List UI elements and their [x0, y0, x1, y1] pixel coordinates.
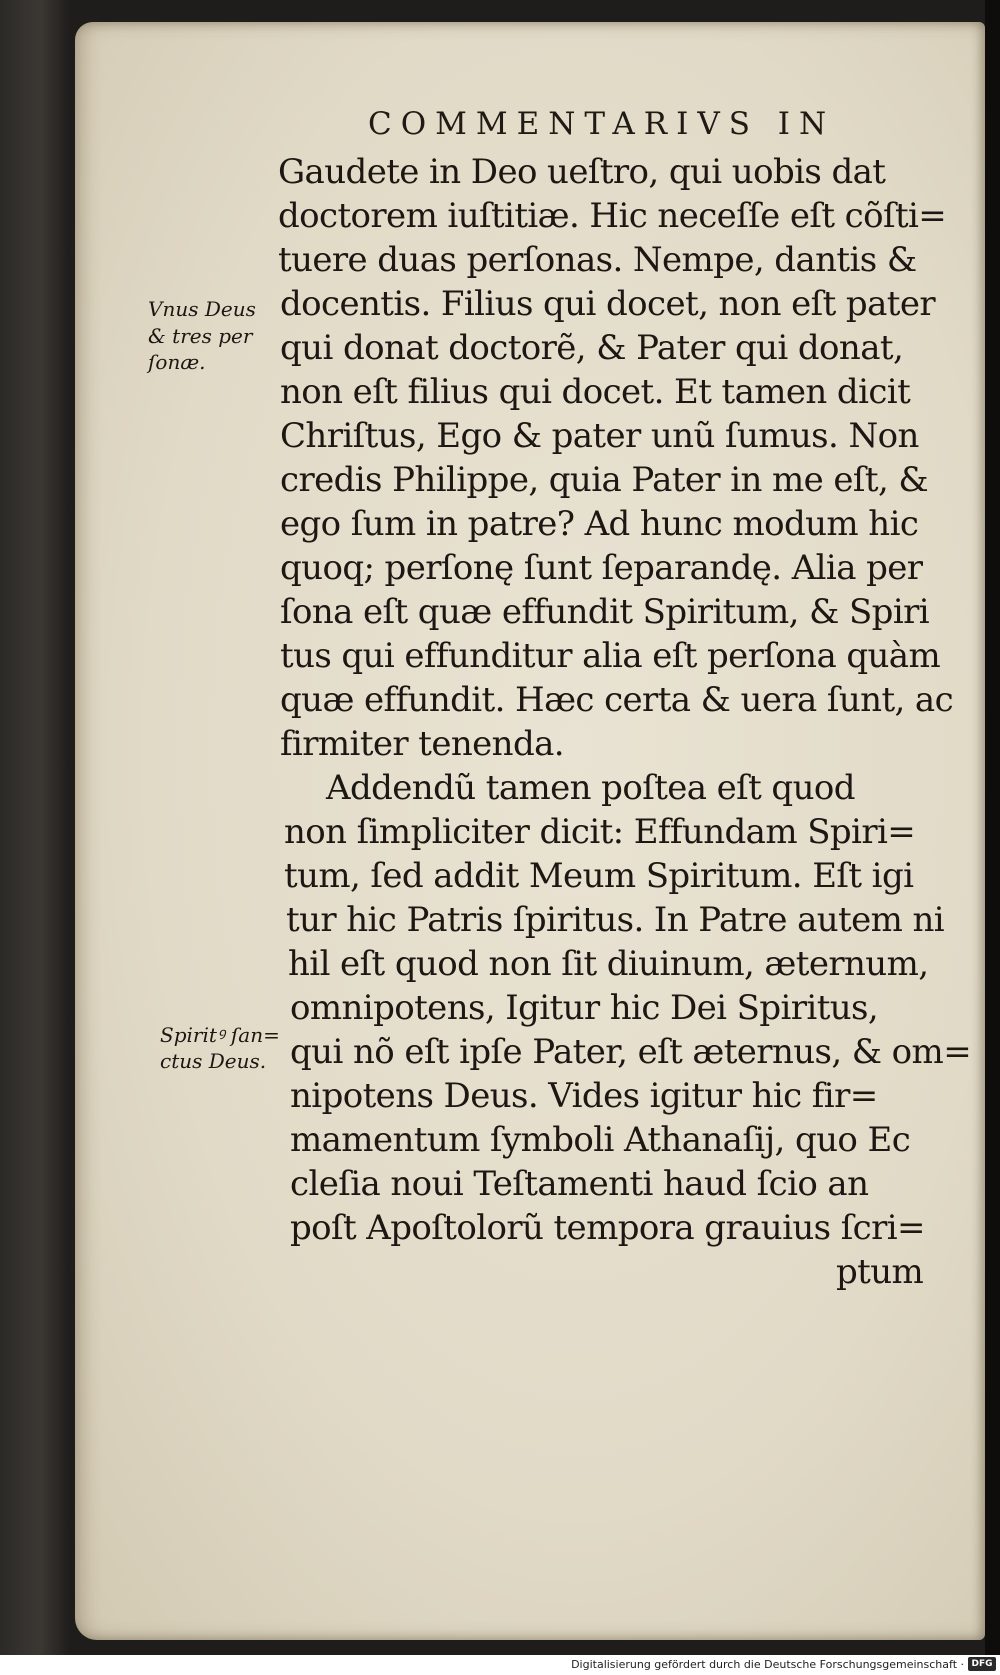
- text-line: tus qui effunditur alia eſt perſona quàm: [280, 636, 941, 676]
- text-line: tum, ſed addit Meum Spiritum. Eſt igi: [284, 856, 914, 896]
- text-line: tur hic Patris ſpiritus. In Patre autem ni: [286, 900, 945, 940]
- marginal-note-line: ſonæ.: [148, 350, 206, 374]
- footer-credit: Digitalisierung gefördert durch die Deutsche Forschungsgemeinschaft ·: [571, 1658, 964, 1671]
- text-line: credis Philippe, quia Pater in me eſt, &: [280, 460, 929, 500]
- text-line: qui nõ eſt ipſe Pater, eſt æternus, & om=: [290, 1032, 972, 1072]
- text-line: Addendũ tamen poſtea eſt quod: [326, 768, 855, 808]
- marginal-note-line: ctus Deus.: [160, 1049, 267, 1073]
- text-line: ſona eſt quæ effundit Spiritum, & Spiri: [280, 592, 930, 632]
- text-line: quæ effundit. Hæc certa & uera ſunt, ac: [280, 680, 954, 720]
- text-line: non eſt filius qui docet. Et tamen dicit: [280, 372, 911, 412]
- text-line: nipotens Deus. Vides igitur hic fir=: [290, 1076, 878, 1116]
- text-line: tuere duas perſonas. Nempe, dantis &: [278, 240, 917, 280]
- running-head: COMMENTARIVS IN: [368, 106, 836, 142]
- marginal-note-line: & tres per: [148, 324, 253, 348]
- text-line: firmiter tenenda.: [280, 724, 565, 764]
- text-line: non ſimpliciter dicit: Effundam Spiri=: [284, 812, 916, 852]
- text-line: Chriſtus, Ego & pater unũ ſumus. Non: [280, 416, 919, 456]
- dfg-logo: DFG: [968, 1657, 996, 1671]
- catchword: ptum: [836, 1252, 924, 1292]
- text-line: cleſia noui Teſtamenti haud ſcio an: [290, 1164, 869, 1204]
- text-line: Gaudete in Deo ueſtro, qui uobis dat: [278, 152, 886, 192]
- text-line: poſt Apoſtolorũ tempora grauius ſcri=: [290, 1208, 925, 1248]
- text-line: docentis. Filius qui docet, non eſt pater: [280, 284, 936, 324]
- marginal-note-line: Spiritꝰ ſan=: [160, 1023, 280, 1047]
- text-line: quoq; perſonę ſunt ſeparandę. Alia per: [280, 548, 923, 588]
- text-line: qui donat doctorẽ, & Pater qui donat,: [280, 328, 904, 368]
- text-line: omnipotens, Igitur hic Dei Spiritus,: [290, 988, 879, 1028]
- text-line: ego ſum in patre? Ad hunc modum hic: [280, 504, 919, 544]
- text-line: hil eſt quod non ſit diuinum, æternum,: [288, 944, 929, 984]
- marginal-note-line: Vnus Deus: [148, 297, 256, 321]
- text-line: mamentum ſymboli Athanaſij, quo Ec: [290, 1120, 911, 1160]
- text-line: doctorem iuſtitiæ. Hic neceſſe eſt cõſti=: [278, 196, 947, 236]
